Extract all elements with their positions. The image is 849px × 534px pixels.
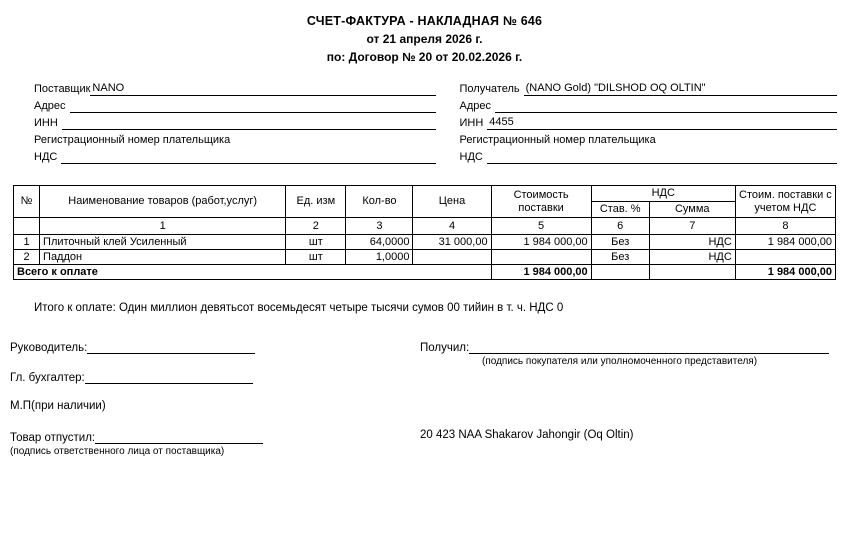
cell-price: [413, 250, 491, 265]
director-signature-line[interactable]: [87, 340, 255, 354]
colnum-5: 5: [491, 218, 591, 235]
released-label: Товар отпустил:: [10, 432, 96, 444]
table-header-row: [14, 186, 836, 202]
buyer-reg-value[interactable]: [656, 133, 837, 147]
cell-cost: 1 984 000,00: [491, 235, 591, 250]
accountant-signature-line[interactable]: [85, 370, 253, 384]
total-nds-sum: [649, 265, 735, 280]
header-nds-sum: Сумма: [649, 202, 735, 218]
supplier-name-value[interactable]: NANO: [90, 82, 435, 96]
colnum-3: 3: [346, 218, 413, 235]
header-name: Наименование товаров (работ,услуг): [40, 186, 286, 218]
supplier-address-label: Адрес: [34, 100, 66, 112]
supplier-nds-value[interactable]: [61, 150, 435, 164]
director-label: Руководитель:: [10, 342, 88, 354]
cell-total: 1 984 000,00: [735, 235, 835, 250]
supplier-nds-row: [34, 148, 436, 164]
released-signature-line[interactable]: [95, 430, 263, 444]
total-label: Всего к оплате: [14, 265, 492, 280]
total-nds-rate: [591, 265, 649, 280]
colnum-2: 2: [286, 218, 346, 235]
buyer-nds-label: НДС: [459, 151, 483, 163]
colnum-4: 4: [413, 218, 491, 235]
buyer-name-value[interactable]: (NANO Gold) "DILSHOD OQ OLTIN": [524, 82, 837, 96]
director-row: [10, 340, 430, 354]
buyer-name-label: Получатель: [459, 83, 520, 95]
received-label: Получил:: [420, 342, 470, 354]
header-price: Цена: [413, 186, 491, 218]
received-row: [420, 340, 830, 354]
received-note: (подпись покупателя или уполномоченного представителя): [482, 356, 758, 367]
buyer-inn-value[interactable]: 4455: [487, 116, 837, 130]
colnum-8: 8: [735, 218, 835, 235]
buyer-nds-row: [460, 148, 838, 164]
cell-nds-rate: Без: [591, 235, 649, 250]
supplier-inn-value[interactable]: [62, 116, 436, 130]
colnum-blank: [14, 218, 40, 235]
page-title: СЧЕТ-ФАКТУРА - НАКЛАДНАЯ № 646: [306, 14, 543, 28]
total-amount: 1 984 000,00: [735, 265, 835, 280]
cell-total: [735, 250, 835, 265]
released-note: (подпись ответственного лица от поставщика): [10, 446, 225, 457]
representative-info: 20 423 NAA Shakarov Jahongir (Oq Oltin): [420, 429, 634, 441]
supplier-block: [34, 80, 436, 165]
buyer-inn-row: [460, 114, 838, 130]
buyer-address-value[interactable]: [495, 99, 837, 113]
colnum-1: 1: [40, 218, 286, 235]
header-unit: Ед. изм: [286, 186, 346, 218]
parties-block: [0, 80, 849, 165]
supplier-reg-value[interactable]: [230, 133, 435, 147]
received-signature-line[interactable]: [469, 340, 829, 354]
cell-unit: шт: [286, 235, 346, 250]
supplier-inn-row: [34, 114, 436, 130]
document-contract: по: Договор № 20 от 20.02.2026 г.: [326, 50, 523, 64]
header-nds-rate: Став. %: [591, 202, 649, 218]
cell-nds-rate: Без: [591, 250, 649, 265]
signature-block: [0, 340, 849, 470]
cell-num: 2: [14, 250, 40, 265]
signature-right-column: [420, 340, 830, 441]
signature-left-column: [10, 340, 430, 457]
buyer-reg-row: [460, 131, 838, 147]
header-nds-group: НДС: [591, 186, 735, 202]
buyer-address-label: Адрес: [459, 100, 491, 112]
items-table: [13, 185, 836, 280]
cell-qty: 64,0000: [346, 235, 413, 250]
total-cost: 1 984 000,00: [491, 265, 591, 280]
amount-in-words: Итого к оплате: Один миллион девятьсот восемьдесят четыре тысячи сумов 00 тийин в т. ч. НДС 0: [34, 302, 564, 314]
document-header: [0, 0, 849, 64]
header-num: №: [14, 186, 40, 218]
cell-nds-sum: НДС: [649, 250, 735, 265]
accountant-label: Гл. бухгалтер:: [10, 372, 85, 384]
accountant-row: [10, 370, 430, 384]
cell-name: Паддон: [40, 250, 286, 265]
cell-cost: [491, 250, 591, 265]
table-colnumber-row: [14, 218, 836, 235]
table-total-row: [14, 265, 836, 280]
buyer-block: [436, 80, 838, 165]
table-row[interactable]: [14, 250, 836, 265]
supplier-nds-label: НДС: [34, 151, 58, 163]
released-row: [10, 430, 430, 444]
document-date: от 21 апреля 2026 г.: [366, 32, 483, 46]
cell-price: 31 000,00: [413, 235, 491, 250]
supplier-reg-label: Регистрационный номер плательщика: [34, 134, 231, 146]
supplier-name-row: [34, 80, 436, 96]
header-qty: Кол-во: [346, 186, 413, 218]
header-total: Стоим. поставки с учетом НДС: [735, 186, 835, 218]
table-row[interactable]: [14, 235, 836, 250]
buyer-address-row: [460, 97, 838, 113]
cell-nds-sum: НДС: [649, 235, 735, 250]
cell-qty: 1,0000: [346, 250, 413, 265]
buyer-name-row: [460, 80, 838, 96]
supplier-address-value[interactable]: [70, 99, 436, 113]
buyer-nds-value[interactable]: [487, 150, 837, 164]
buyer-inn-label: ИНН: [459, 117, 484, 129]
cell-num: 1: [14, 235, 40, 250]
colnum-7: 7: [649, 218, 735, 235]
colnum-6: 6: [591, 218, 649, 235]
cell-unit: шт: [286, 250, 346, 265]
stamp-label: М.П(при наличии): [10, 400, 106, 412]
header-cost: Стоимость поставки: [491, 186, 591, 218]
supplier-address-row: [34, 97, 436, 113]
buyer-reg-label: Регистрационный номер плательщика: [459, 134, 656, 146]
supplier-inn-label: ИНН: [34, 117, 58, 129]
supplier-reg-row: [34, 131, 436, 147]
supplier-name-label: Поставщик: [34, 83, 91, 95]
cell-name: Плиточный клей Усиленный: [40, 235, 286, 250]
